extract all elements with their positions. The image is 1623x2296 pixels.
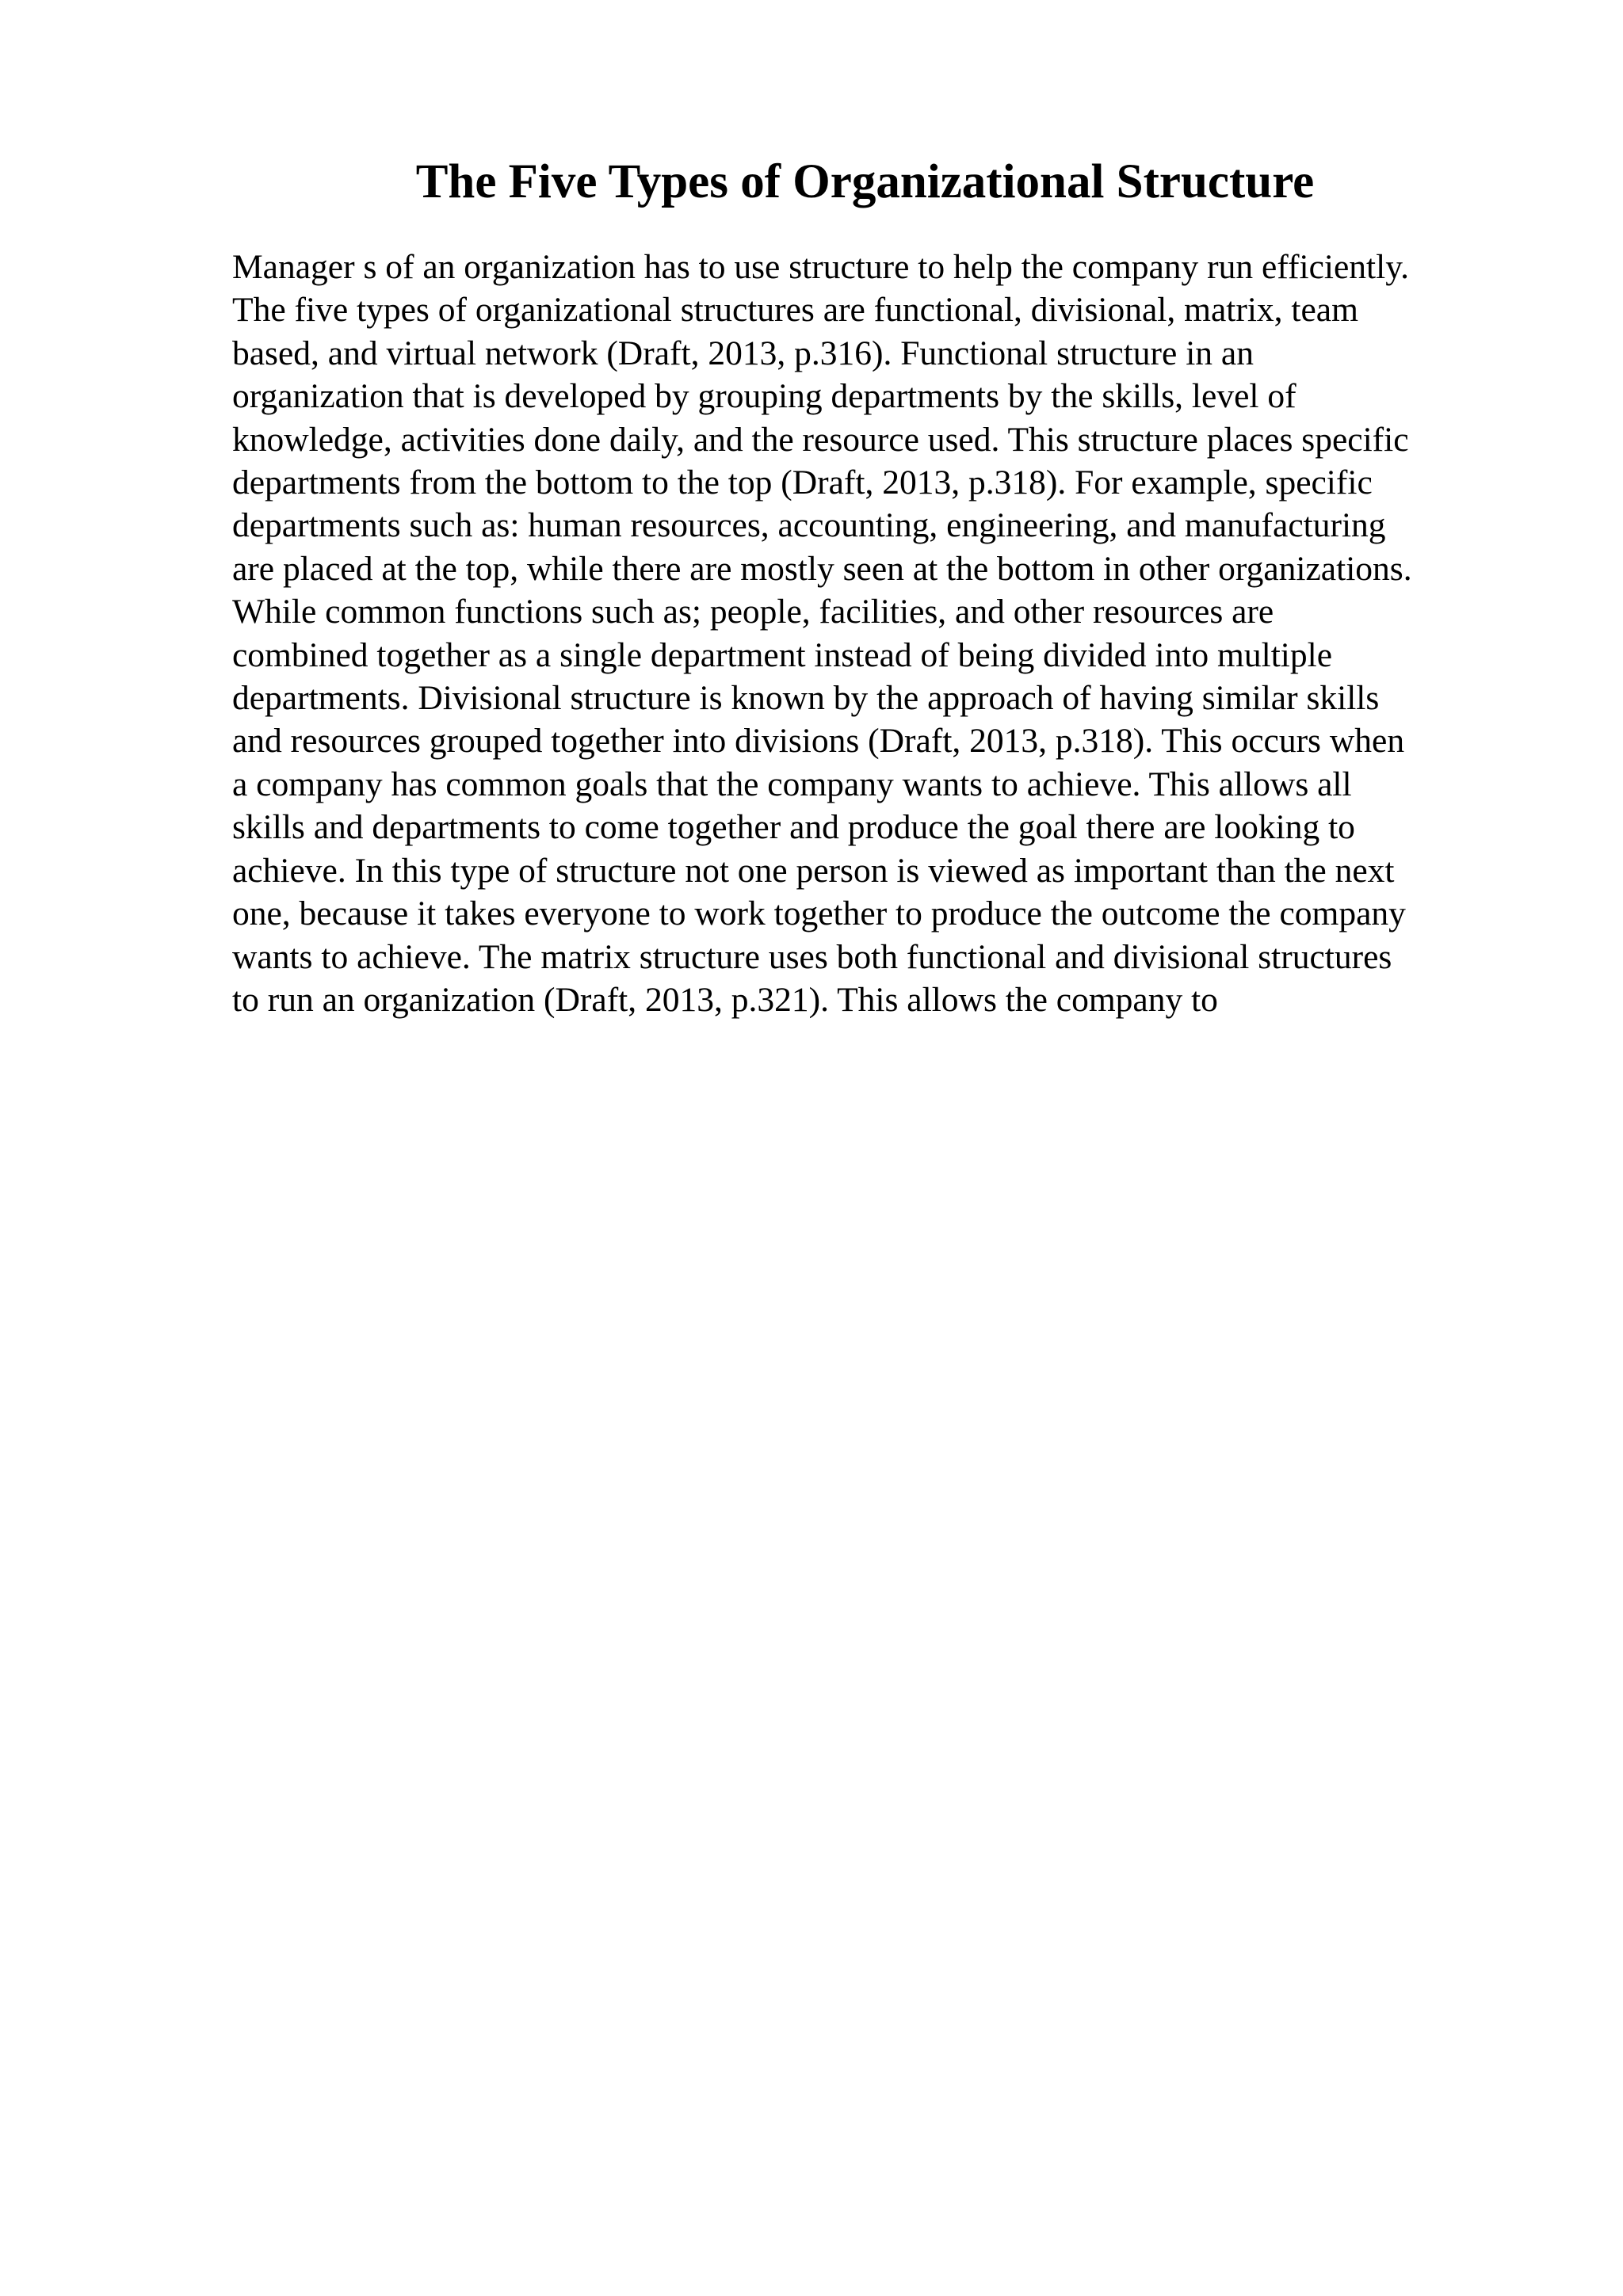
body-line: to run an organization (Draft, 2013, p.321). This allows the company to — [232, 980, 1218, 1019]
body-line: Manager s of an organization has to use structure to help the company run efficiently. — [232, 248, 1409, 286]
document-title: The Five Types of Organizational Structure — [415, 155, 1315, 208]
body-line: are placed at the top, while there are mostly seen at the bottom in other organizations. — [232, 549, 1412, 588]
body-line: based, and virtual network (Draft, 2013, p.316). Functional structure in an — [232, 334, 1254, 372]
body-line: one, because it takes everyone to work together to produce the outcome the company — [232, 894, 1406, 933]
body-paragraph — [232, 246, 1516, 1021]
body-line: The five types of organizational structures are functional, divisional, matrix, team — [232, 291, 1358, 330]
body-line: departments from the bottom to the top (Draft, 2013, p.318). For example, specific — [232, 463, 1373, 502]
body-line: departments such as: human resources, accounting, engineering, and manufacturing — [232, 506, 1386, 545]
body-line: and resources grouped together into divisions (Draft, 2013, p.318). This occurs when — [232, 722, 1405, 761]
body-line: skills and departments to come together and produce the goal there are looking to — [232, 808, 1355, 847]
body-line: departments. Divisional structure is known by the approach of having similar skills — [232, 679, 1380, 718]
body-line: a company has common goals that the company wants to achieve. This allows all — [232, 765, 1352, 803]
body-line: knowledge, activities done daily, and the resource used. This structure places specific — [232, 420, 1409, 459]
body-line: combined together as a single department instead of being divided into multiple — [232, 635, 1333, 674]
body-line: organization that is developed by grouping departments by the skills, level of — [232, 377, 1296, 416]
body-line: While common functions such as; people, facilities, and other resources are — [232, 593, 1274, 631]
body-line: achieve. In this type of structure not one person is viewed as important than the next — [232, 851, 1395, 890]
body-line: wants to achieve. The matrix structure uses both functional and divisional structures — [232, 937, 1392, 976]
